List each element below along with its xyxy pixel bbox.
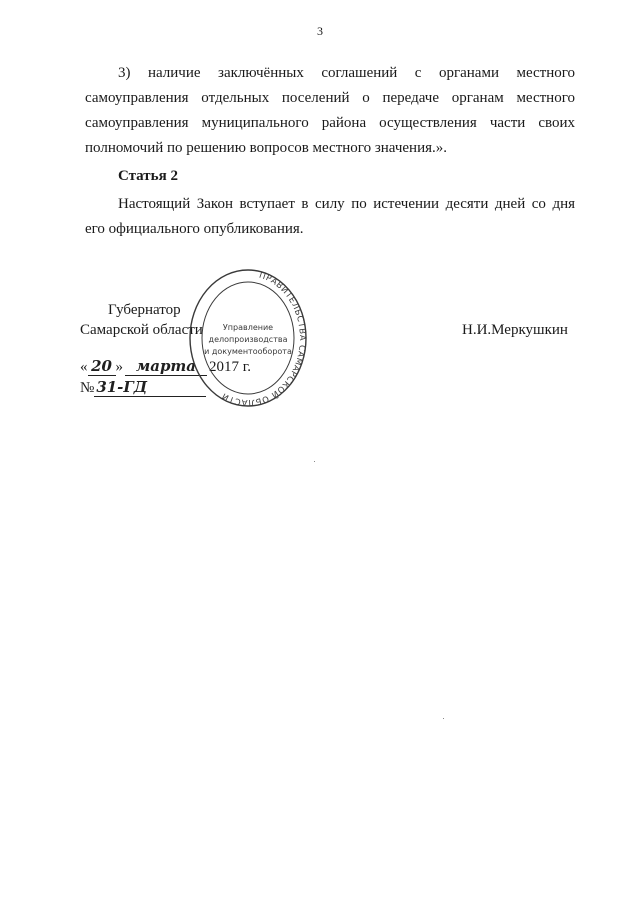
article-2-paragraph (85, 192, 575, 242)
number-value: 31-ГД (94, 378, 206, 397)
date-month: марта (125, 357, 207, 376)
signer-name: Н.И.Меркушкин (462, 322, 568, 338)
article-heading: Статья 2 (118, 168, 178, 184)
stamp-center-line: Управление (222, 323, 274, 332)
date-day: 20 (88, 357, 116, 376)
signer-title: Губернатор (108, 302, 181, 318)
item-3-paragraph (85, 61, 575, 161)
paragraph-line: самоуправления муниципального района осуществления части своих (85, 115, 575, 131)
date-year: 2017 г. (209, 359, 251, 375)
page-number: 3 (317, 24, 323, 38)
stamp-center-line: и документооборота (204, 347, 292, 356)
stamp-center-line: делопроизводства (208, 335, 288, 344)
official-stamp (188, 268, 308, 408)
scan-speck (314, 461, 315, 462)
scan-speck (443, 718, 444, 719)
date-open-quote: « (80, 359, 88, 375)
date-close-quote: » (115, 359, 123, 375)
paragraph-line: полномочий по решению вопросов местного значения.». (85, 140, 447, 156)
paragraph-line: 3) наличие заключённых соглашений с органами местного (118, 65, 575, 81)
paragraph-line: его официального опубликования. (85, 221, 304, 237)
paragraph-line: самоуправления отдельных поселений о передаче органам местного (85, 90, 575, 106)
signer-region: Самарской области (80, 322, 203, 338)
stamp-ring-text: ПРАВИТЕЛЬСТВА САМАРСКОЙ ОБЛАСТИ (219, 269, 308, 408)
number-prefix: № (80, 380, 95, 396)
paragraph-line: Настоящий Закон вступает в силу по истечении десяти дней со дня (118, 196, 575, 212)
